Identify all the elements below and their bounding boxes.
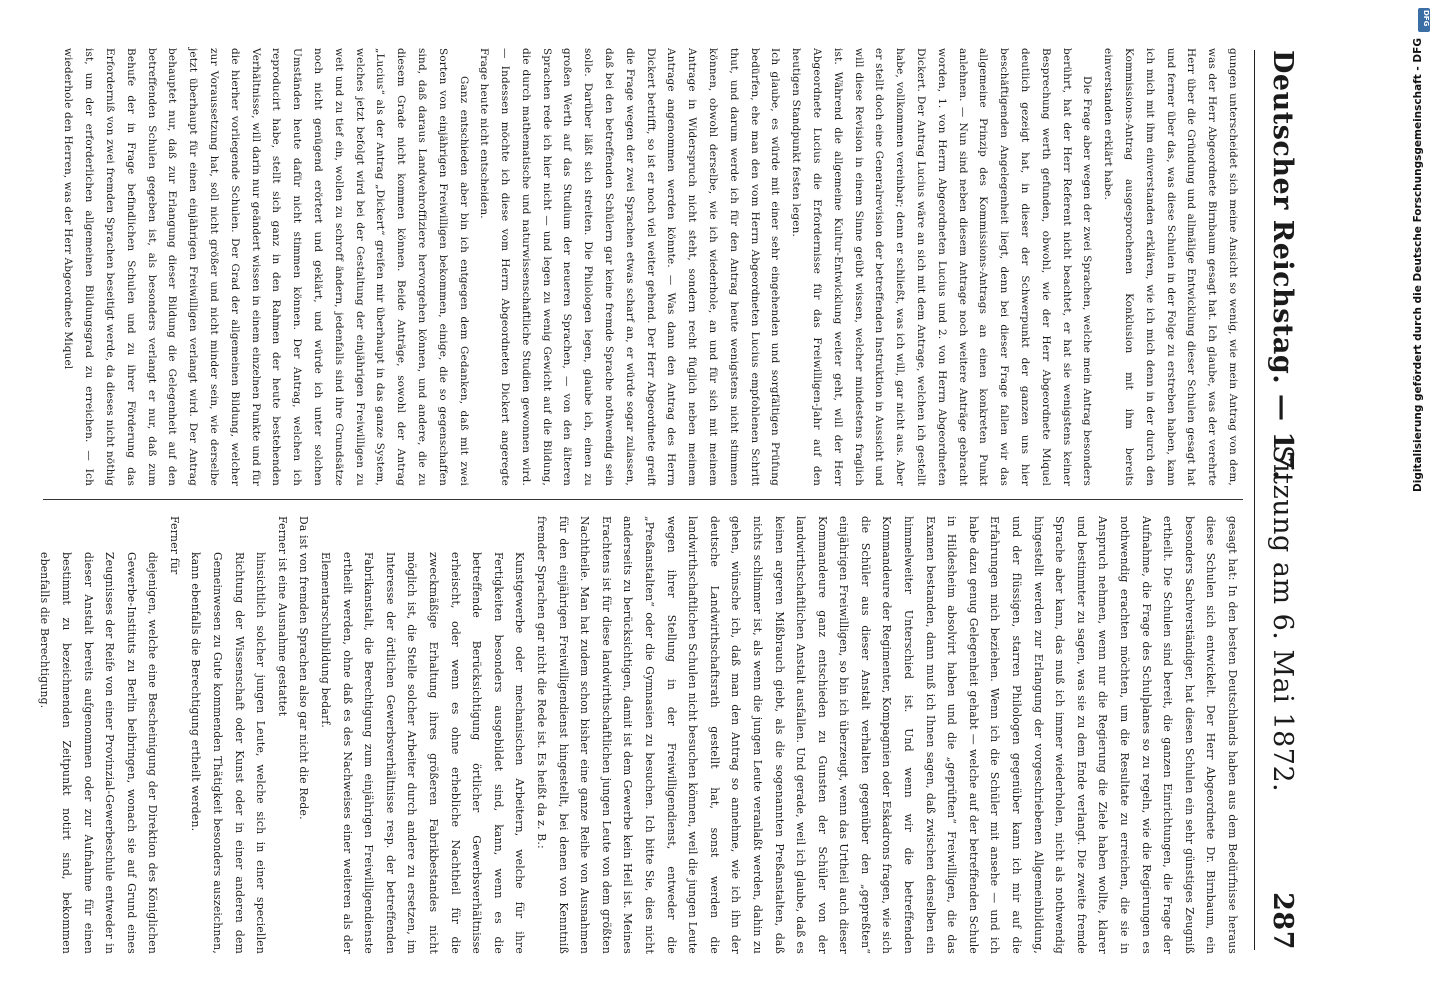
running-head: [1257, 50, 1307, 950]
paragraph: gungen unterscheidet sich meine Ansicht so wenig, wie mein Antrag von dem, was der Herr Abgeordnete Birnbaum gesagt hat. Ich glaube, was der verehrte Herr über die Gründung und allmälige Entwicklung dieser Schulen gesagt hat und ferner über das, was diese Schulen in der Folge zu erstreben haben, kann ich mich mit ihm einverstanden erklären, wie ich mich denn in der durch den Kommissions-Antrag ausgesprochenen Konklusion mit ihm bereits einverstanden erklärt habe.: [1102, 48, 1239, 486]
scanned-page: [5, 0, 1325, 1000]
header-rule: [1254, 50, 1255, 950]
right-column: [34, 516, 1243, 954]
paragraph: Ganz entschieden aber bin ich entgegen dem Gedanken, daß mit zwei Sorten von einjährigen Freiwilligen bekommen, einige, die so gegenschaffen sind, daß daraus Landwehroffiziere hervorgehen können, und andere, die zu diesem Grade nicht kommen können. Beide Anträge, sowohl der Antrag „Lucius“ als der Antrag „Dickert“ greifen mir überhaupt in das ganze System, welches jetzt befolgt wird bei der Gestaltung der einjährigen Freiwilligen zu weit und zu tief ein, wollen zu schroff ändern, jedenfalls sind ihre Grundsätze noch nicht genügend erörtert und geklärt, und würde ich unter solchen Umständen heute dafür nicht stimmen können. Der Antrag, welchen ich reproducirt habe, stellt sich ganz in den Rahmen der heute bestehenden Verhältnisse, will darin nur geändert wissen in einem einzelnen Punkte und für die hierher vorliegende Schulen. Der Grad der allgemeinen Bildung, welcher zur Voraussetzung hat, soll nicht größer und nicht minder sein, wie derselbe jetzt überhaupt für einen einjährigen Freiwilligen verlangt wird. Der Antrag behauptet nur, daß zur Erlangung dieser Bildung die Gelegenheit auf den betreffenden Schulen gegeben ist, als besonders verlangt er nur, daß zum Behufe der in Frage befindlichen Schulen und zu ihrer Förderung das Erforderniß von zwei fremden Sprachen beseitigt werde, da dieses nicht nöthig ist, um der erforderlichen allgemeinen Bildungsgrad zu erreichen. — Ich wiederhole den Herren, was der Herr Abgeordnete Miquel: [62, 48, 470, 486]
paragraph: Kunstgewerbe oder mechanischen Arbeitern, welche für ihre Fertigkeiten besonders ausgebildet sind, kann, wenn es die betreffende Berücksichtigung örtlicher Gewerbsverhältnisse erheischt, oder wenn es ohne erhebliche Nachtheil für die zweckmäßige Erhaltung ihres größeren Fabrikbestandes nicht möglich ist, die Stelle solcher Arbeiter durch andere zu ersetzen, im Interesse der örtlichen Gewerbsverhältnisse resp. der betreffenden Fabrikanstalt, die Berechtigung zum einjährigen Freiwilligendienste ertheilt werden, ohne daß es des Nachweises einer weiteren als der Elementarschulbildung bedarf.: [319, 552, 527, 954]
paragraph: Da ist von fremden Sprachen also gar nicht die Rede.: [297, 516, 311, 820]
paragraph: Ferner für: [167, 516, 181, 575]
paragraph: Ferner ist eine Ausnahme gestattet: [275, 516, 289, 717]
paragraph: gesagt hat: In den besten Deutschlands haben aus dem Bedürfnisse heraus diese Schulen sich entwickelt. Der Herr Abgeordnete Dr. Birnbaum, ein besonders Sachverständiger, hat diesen Schulen ein sehr günstiges Zeugniß ertheilt. Die Schulen sind bereit, die ganzen Einrichtungen, die Frage der Aufnahme, die Frage des Schulplanes so zu regeln, wie die Regierungen es nothwendig erachten möchten, um die Resultate zu erreichen, die sie in Anspruch nehmen, wenn nur die Regierung die Ziele haben wollte, klarer und bestimmter zu sagen, was sie zu dem Ende verlangt. Die zweite fremde Sprache aber kann, das muß ich immer wiederholen, nicht als nothwendig hingestellt werden zur Erlangung der vorgeschriebenen Allgemeinbildung, und der flüssigen, starren Philologen gegenüber kann ich mir auf die Erfahrungen mich beziehen. Wenn ich die Schüler mit ansehe — und ich habe dazu genug Gelegenheit gehabt — welche auf der betreffenden Schule in Hildesheim absolvirt haben und die „geprüften“ Freiwilligen, die das Examen bestanden, dann muß ich Ihnen sagen, daß zwischen denselben ein himmelweiter Unterschied ist. Und wenn wir die betreffenden Kommandeure der Regimenter, Kompagnien oder Eskadrons fragen, wie sich die Schüler aus dieser Anstalt verhalten gegenüber den „gepreßten“ einjährigen Freiwilligen, so bin ich überzeugt, wenn das Urtheil auch dieser Kommandeure ganz entschieden zu Gunsten der Schüler von der landwirthschaftlichen Anstalt ausfallen. Und gerade, weil ich glaube, daß es keinen argeren Mißbrauch giebt, als die sogenannten Preßanstalten, daß nichts schlimmer ist, als wenn die jungen Leute veranlaßt werden, dahin zu gehen, wünsche ich, daß man den Antrag so annehme, wie ich ihn der deutsche Landwirthschaftsrath gestellt hat, sonst werden die landwirthschaftlichen Schulen nicht besuchen können, weil die jungen Leute wegen ihrer Stellung in der Freiwilligendienst, entweder die „Preßanstalten“ oder die Gymnasien zu besuchen. Ich bitte Sie, dies nicht anderseits zu berücksichtigen, damit ist dem Gewerbe kein Heil ist. Meines Erachtens ist für diese landwirthschaftlichen jungen Leute von dem größten Nachtheile. Man hat zudem schon bisher eine ganze Reihe von Ausnahmen für den einjährigen Freiwilligendienst hingestellt, bei denen von Kenntniß fremder Sprachen gar nicht die Rede ist. Es heißt da z. B.:: [535, 516, 1239, 954]
paragraph: diejenigen, welche eine Bescheinigung der Direktion des Königlichen Gewerbe-Instituts zu Berlin beibringen, wonach sie auf Grund eines Zeugnisses der Reife von einer Provinzial-Gewerbeschule entweder in dieser Anstalt bereits aufgenommen oder zur Aufnahme für einen bestimmt zu bezeichnenden Zeitpunkt notirt sind, bekommen ebenfalls die Berechtigung.: [38, 552, 160, 954]
paragraph: hinsichtlich solcher jungen Leute, welche sich in einer speciellen Richtung der Wissenschaft oder Kunst oder in einer anderen dem Gemeinwesen zu Gute kommenden Thätigkeit besonders auszeichnen, kann ebenfalls die Berechtigung ertheilt werden.: [189, 552, 268, 954]
left-column: [58, 48, 1243, 486]
paragraph: Ich glaube, es würde mit einer sehr eingehenden und sorgfältigen Prüfung bedürfen, ehe man den vom Herrn Abgeordneten Lucius empfohlenen Schritt thut, und darum werde ich für den Antrag heute wenigstens nicht stimmen können, obwohl derselbe, wie ich wiederhole, an und für sich mit meinem Antrage in Widerspruch nicht steht, sondern recht füglich neben meinem Antrage angenommen werden könnte. — Was dann den Antrag des Herrn Dickert betrifft, so ist er noch viel weiter gehend. Der Herr Abgeordnete greift die Frage wegen der zwei Sprachen etwas scharf an, er würde sogar zulassen, daß bei den betreffenden Schülern gar keine fremde Sprache nothwendig sein solle. Darüber läßt sich streiten. Die Philologen legen, glaube ich, einen zu großen Werth auf das Studium der neueren Sprachen, — von den älteren Sprachen rede ich hier nicht — und legen zu wenig Gewicht auf die Bildung, die durch mathematische und naturwissenschaftliche Studien gewonnen wird. — Indessen möchte ich diese vom Herrn Abgeordneten Dickert angeregte Frage heute nicht entscheiden.: [478, 48, 782, 486]
page-number: 287: [1267, 892, 1298, 950]
dfg-logo: DFG: [1418, 8, 1430, 32]
header-publication: Deutscher Reichstag. — 17.: [1267, 50, 1298, 480]
header-session-date: Sitzung am 6. Mai 1872.: [1267, 445, 1298, 793]
paragraph: Die Frage aber wegen der zwei Sprachen, welche mein Antrag besonders berührt, hat der Herr Referent nicht beachtet, er hat sie wenigstens keiner Besprechung werth gefunden, obwohl, wie der Herr Abgeordnete Miquel deutlich gezeigt hat, in dieser der Schwerpunkt der ganzen uns hier beschäftigenden Angelegenheit liegt, denn bei dieser Frage fallen wir das allgemeine Prinzip des Kommissions-Antrags an einen konkreten Punkt anlehnen. — Nun sind neben diesem Antrage noch weitere Anträge gebracht worden, 1. von Herrn Abgeordneten Lucius und 2. von Herrn Abgeordneten Dickert. Der Antrag Lucius wäre an sich mit dem Antrage, welchen ich gestellt habe, vollkommen vereinbar; denn er schließt, was ich will, gar nicht aus. Aber er stellt doch eine Generalrevision der betreffenden Instruktion in Aussicht und will diese Revision in einem Sinne geübt wissen, welcher mindestens fraglich ist. Während die allgemeine Kultur-Entwicklung weiter geht, will der Herr Abgeordnete Lucius die Erfordernisse für das Freiwilligen-Jahr auf den heutigen Standpunkt festen legen.: [790, 48, 1094, 486]
column-divider: [43, 499, 1243, 500]
digitization-credit: Digitalisierung gefördert durch die Deutsche Forschungsgemeinschaft - DFG: [1412, 38, 1424, 492]
